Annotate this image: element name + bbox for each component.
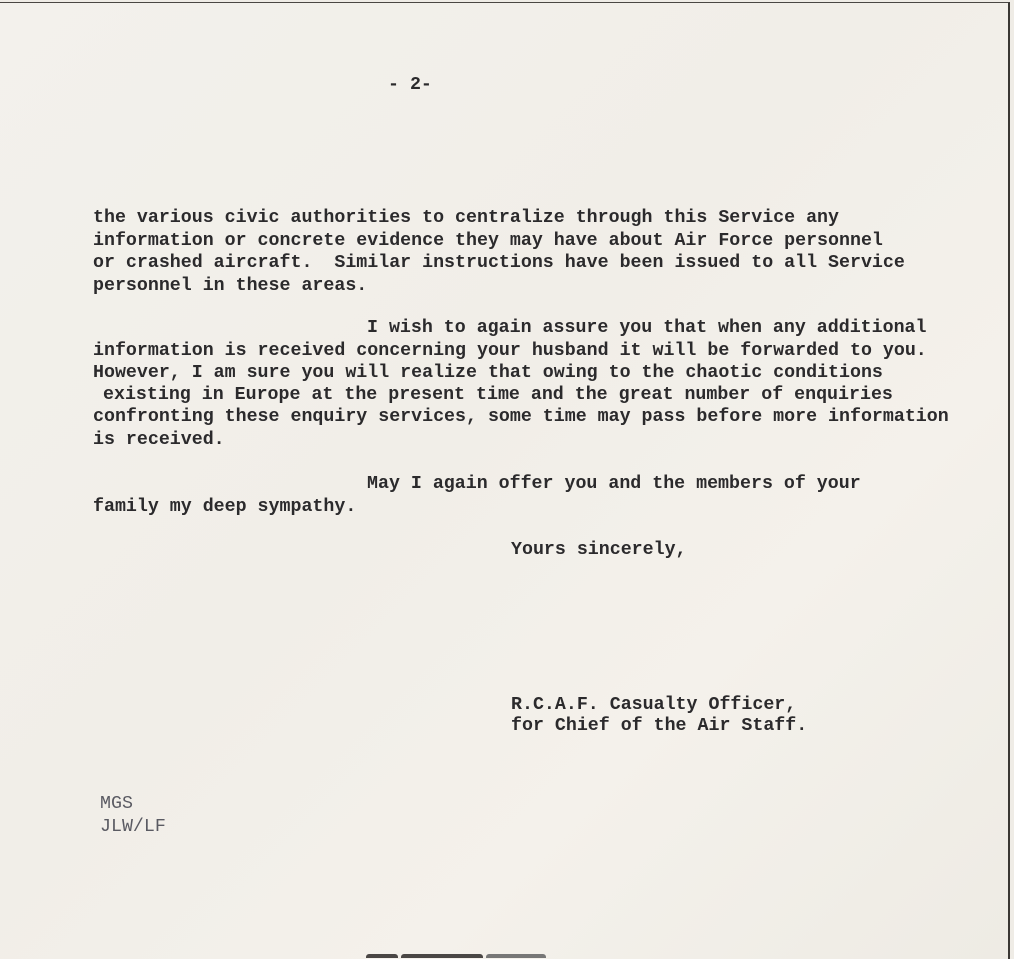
- paragraph2-line: However, I am sure you will realize that owing to the chaotic conditions: [93, 363, 883, 383]
- viewer-tab: [366, 954, 398, 958]
- closing: Yours sincerely,: [511, 540, 687, 560]
- paragraph2-line: existing in Europe at the present time and the great number of enquiries: [103, 385, 893, 405]
- signature-subtitle: for Chief of the Air Staff.: [511, 716, 808, 736]
- paragraph1-line: information or concrete evidence they may have about Air Force personnel: [93, 231, 883, 251]
- signature-title: R.C.A.F. Casualty Officer,: [511, 695, 797, 715]
- paragraph1-line: personnel in these areas.: [93, 276, 368, 296]
- paragraph1-line: the various civic authorities to centralize through this Service any: [93, 208, 839, 228]
- paragraph3-line: family my deep sympathy.: [93, 497, 357, 517]
- paragraph2-line: I wish to again assure you that when any additional: [367, 318, 927, 338]
- reference-typist: JLW/LF: [100, 817, 166, 837]
- paragraph2-line: information is received concerning your husband it will be forwarded to you.: [93, 341, 927, 361]
- viewer-tab: [401, 954, 483, 958]
- reference-initials: MGS: [100, 794, 133, 814]
- paragraph2-line: is received.: [93, 430, 225, 450]
- paragraph2-line: confronting these enquiry services, some time may pass before more information: [93, 407, 949, 427]
- paragraph1-line: or crashed aircraft. Similar instructions have been issued to all Service: [93, 253, 905, 273]
- page-number: - 2-: [388, 75, 432, 95]
- viewer-tab: [486, 954, 546, 958]
- paragraph3-line: May I again offer you and the members of your: [367, 474, 861, 494]
- letter-page: [0, 2, 1010, 959]
